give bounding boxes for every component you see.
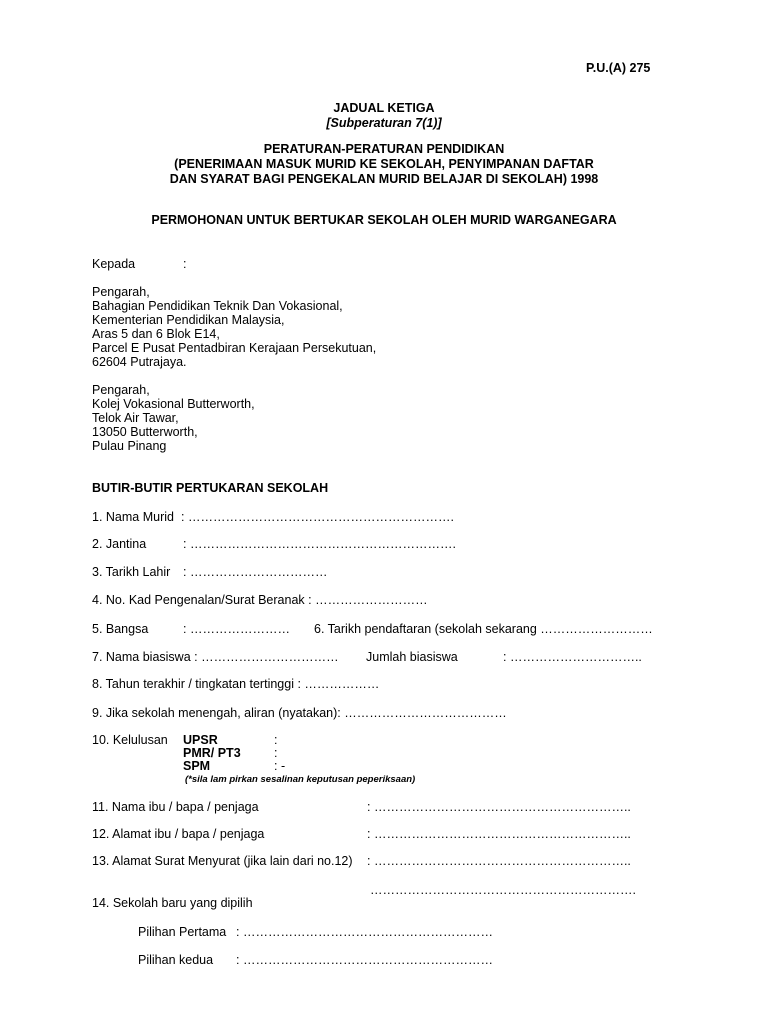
address1-line: Parcel E Pusat Pentadbiran Kerajaan Persekutuan, bbox=[92, 341, 377, 355]
choice-1-label: Pilihan Pertama bbox=[138, 925, 227, 939]
exam-pmr: PMR/ PT3 bbox=[183, 746, 241, 760]
field-3-label: 3. Tarikh Lahir bbox=[92, 565, 171, 579]
address2-line: Kolej Vokasional Butterworth, bbox=[92, 397, 255, 411]
address1-line: Pengarah, bbox=[92, 285, 150, 299]
subregulation: [Subperaturan 7(1)] bbox=[326, 116, 442, 130]
schedule-title: JADUAL KETIGA bbox=[333, 101, 435, 115]
field-7b-blank[interactable]: : ………………………….. bbox=[503, 650, 642, 664]
form-title: PERMOHONAN UNTUK BERTUKAR SEKOLAH OLEH MURID WARGANEGARA bbox=[151, 213, 617, 227]
field-12-label: 12. Alamat ibu / bapa / penjaga bbox=[92, 827, 265, 841]
regulation-line-1: PERATURAN-PERATURAN PENDIDIKAN bbox=[263, 142, 505, 156]
choice-1-blank[interactable]: : …………………………………………………… bbox=[236, 925, 493, 939]
address2-line: Telok Air Tawar, bbox=[92, 411, 179, 425]
address1-line: Aras 5 dan 6 Blok E14, bbox=[92, 327, 220, 341]
field-7b-label: Jumlah biasiswa bbox=[366, 650, 458, 664]
field-9[interactable]: 9. Jika sekolah menengah, aliran (nyatakan): ………………………………… bbox=[92, 706, 507, 720]
address-block-2 bbox=[92, 383, 255, 453]
kepada-label: Kepada bbox=[92, 257, 136, 271]
section-title: BUTIR-BUTIR PERTUKARAN SEKOLAH bbox=[92, 481, 329, 495]
field-8[interactable]: 8. Tahun terakhir / tingkatan tertinggi : ……………… bbox=[92, 677, 380, 691]
field-7[interactable]: 7. Nama biasiswa : …………………………… bbox=[92, 650, 339, 664]
address-block-1 bbox=[92, 285, 376, 369]
regulation-line-3: DAN SYARAT BAGI PENGEKALAN MURID BELAJAR DI SEKOLAH) 1998 bbox=[169, 172, 599, 186]
kepada-colon: : bbox=[183, 257, 187, 271]
address1-line: 62604 Putrajaya. bbox=[92, 355, 187, 369]
address2-line: Pulau Pinang bbox=[92, 439, 167, 453]
choice-2-label: Pilihan kedua bbox=[138, 953, 214, 967]
field-5-blank[interactable]: : …………………… bbox=[183, 622, 290, 636]
field-11-label: 11. Nama ibu / bapa / penjaga bbox=[92, 800, 259, 814]
field-13-blank[interactable]: : …………………………………………………….. bbox=[367, 854, 631, 868]
document-reference: P.U.(A) 275 bbox=[586, 61, 651, 75]
field-2-label: 2. Jantina bbox=[92, 537, 147, 551]
address2-line: Pengarah, bbox=[92, 383, 150, 397]
field-12-blank[interactable]: : …………………………………………………….. bbox=[367, 827, 631, 841]
exam-spm-blank[interactable]: : - bbox=[274, 759, 286, 773]
field-10-label: 10. Kelulusan bbox=[92, 733, 168, 747]
exam-upsr-blank[interactable]: : bbox=[274, 733, 278, 747]
exam-note: (*sila lam pirkan sesalinan keputusan peperiksaan) bbox=[185, 774, 416, 785]
field-13-blank-continued[interactable]: ………………………………………………………. bbox=[370, 883, 636, 897]
field-14-label: 14. Sekolah baru yang dipilih bbox=[92, 896, 253, 910]
field-5-label: 5. Bangsa bbox=[92, 622, 149, 636]
field-13-label: 13. Alamat Surat Menyurat (jika lain dari no.12) bbox=[92, 854, 353, 868]
field-1-label: 1. Nama Murid bbox=[92, 510, 174, 524]
exam-upsr: UPSR bbox=[183, 733, 218, 747]
choice-2-blank[interactable]: : …………………………………………………… bbox=[236, 953, 493, 967]
regulation-line-2: (PENERIMAAN MASUK MURID KE SEKOLAH, PENYIMPANAN DAFTAR bbox=[174, 157, 594, 171]
address2-line: 13050 Butterworth, bbox=[92, 425, 198, 439]
address1-line: Kementerian Pendidikan Malaysia, bbox=[92, 313, 285, 327]
field-3-blank[interactable]: : …………………………… bbox=[183, 565, 328, 579]
field-6[interactable]: 6. Tarikh pendaftaran (sekolah sekarang ……………………… bbox=[314, 622, 653, 636]
address1-line: Bahagian Pendidikan Teknik Dan Vokasional, bbox=[92, 299, 343, 313]
field-11-blank[interactable]: : …………………………………………………….. bbox=[367, 800, 631, 814]
exam-pmr-blank[interactable]: : bbox=[274, 746, 278, 760]
field-2-blank[interactable]: : ………………………………………………………. bbox=[183, 537, 456, 551]
exam-spm: SPM bbox=[183, 759, 211, 773]
field-1-blank[interactable]: : ………………………………………………………. bbox=[181, 510, 454, 524]
field-4[interactable]: 4. No. Kad Pengenalan/Surat Beranak : ……………………… bbox=[92, 593, 428, 607]
